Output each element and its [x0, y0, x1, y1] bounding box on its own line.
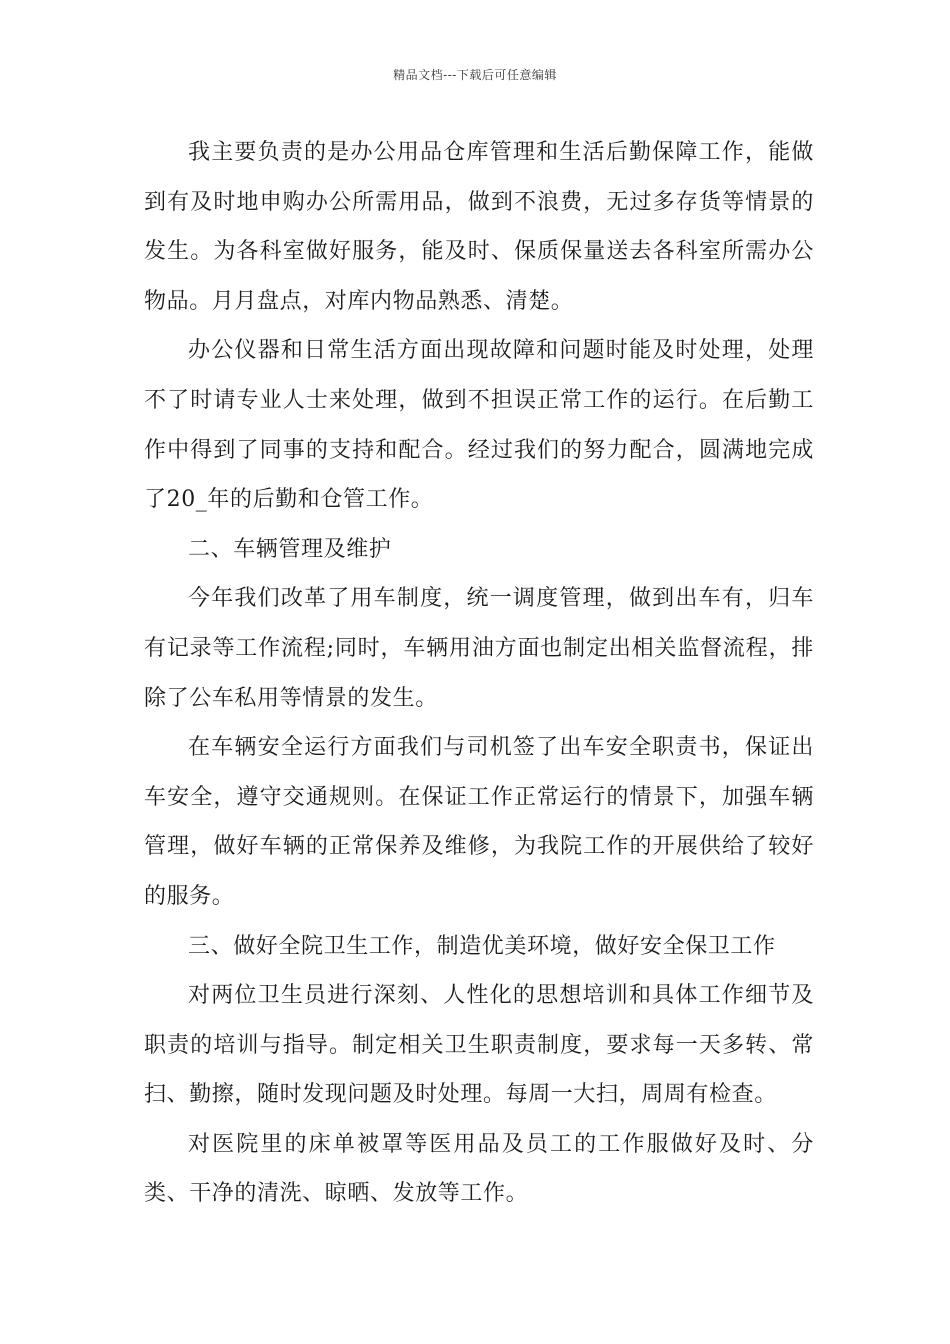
section-heading-vehicles: 二、车辆管理及维护 [188, 536, 392, 562]
document-body [144, 128, 814, 1219]
paragraph-warehouse: 我主要负责的是办公用品仓库管理和生活后勤保障工作，能做到有及时地申购办公所需用品，做到不浪费，无过多存货等情景的发生。为各科室做好服务，能及时、保质保量送去各科室所需办公物品。月月盘点，对库内物品熟悉、清楚。 [144, 140, 814, 314]
paragraph-cleaning-staff: 对两位卫生员进行深刻、人性化的思想培训和具体工作细节及职责的培训与指导。制定相关卫生职责制度，要求每一天多转、常扫、勤擦，随时发现问题及时处理。每周一大扫，周周有检查。 [144, 983, 814, 1108]
paragraph-laundry: 对医院里的床单被罩等医用品及员工的工作服做好及时、分类、干净的清洗、晾晒、发放等工作。 [144, 1131, 814, 1207]
page-header: 精品文档---下载后可任意编辑 [393, 68, 557, 82]
paragraph-equipment: 办公仪器和日常生活方面出现故障和问题时能及时处理，处理不了时请专业人士来处理，做到不担误正常工作的运行。在后勤工作中得到了同事的支持和配合。经过我们的努力配合，圆满地完成了20_年的后勤和仓管工作。 [144, 338, 814, 513]
section-heading-sanitation: 三、做好全院卫生工作，制造优美环境，做好安全保卫工作 [188, 933, 776, 959]
paragraph-vehicle-system: 今年我们改革了用车制度，统一调度管理，做到出车有，归车有记录等工作流程;同时，车辆用油方面也制定出相关监督流程，排除了公车私用等情景的发生。 [144, 586, 814, 711]
paragraph-vehicle-safety: 在车辆安全运行方面我们与司机签了出车安全职责书，保证出车安全，遵守交通规则。在保证工作正常运行的情景下，加强车辆管理，做好车辆的正常保养及维修，为我院工作的开展供给了较好的服务。 [144, 735, 814, 909]
